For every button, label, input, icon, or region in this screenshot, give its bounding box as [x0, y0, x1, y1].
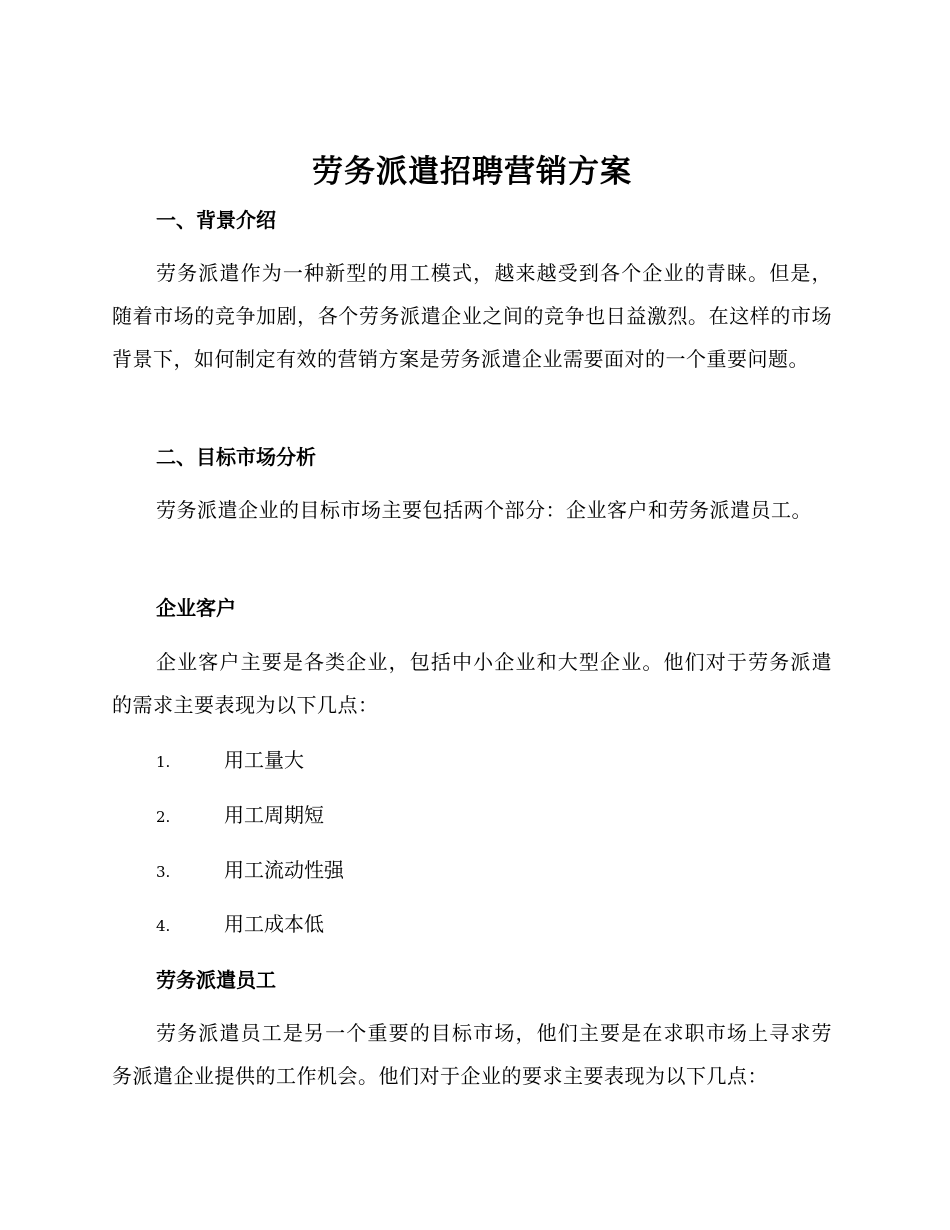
list-item-number: 3.	[156, 863, 171, 881]
list-item-text: 用工流动性强	[224, 858, 344, 882]
list-item-text: 用工量大	[224, 748, 304, 772]
list-item-number: 2.	[156, 808, 171, 826]
document-title: 劳务派遣招聘营销方案	[312, 154, 632, 190]
section-heading-background: 一、背景介绍	[156, 208, 276, 232]
paragraph-background: 劳务派遣作为一种新型的用工模式，越来越受到各个企业的青睐。但是，随着市场的竞争加剧，各个劳务派遣企业之间的竞争也日益激烈。在这样的市场背景下，如何制定有效的营销方案是劳务派遣企业需要面对的一个重要问题。	[112, 261, 832, 371]
subheading-dispatch-employees: 劳务派遣员工	[156, 968, 276, 992]
list-item-text: 用工周期短	[224, 803, 324, 827]
list-item	[156, 910, 324, 938]
list-item-text: 用工成本低	[224, 912, 324, 936]
list-item	[156, 801, 324, 829]
paragraph-market-analysis: 劳务派遣企业的目标市场主要包括两个部分：企业客户和劳务派遣员工。	[156, 498, 812, 522]
paragraph-dispatch-employees: 劳务派遣员工是另一个重要的目标市场，他们主要是在求职市场上寻求劳务派遣企业提供的工作机会。他们对于企业的要求主要表现为以下几点：	[112, 1021, 832, 1088]
list-item	[156, 856, 344, 884]
section-heading-market-analysis: 二、目标市场分析	[156, 445, 316, 469]
list-item-number: 1.	[156, 753, 171, 771]
list-item	[156, 746, 304, 774]
list-item-number: 4.	[156, 917, 171, 935]
subheading-enterprise-clients: 企业客户	[156, 596, 236, 620]
paragraph-enterprise-clients: 企业客户主要是各类企业，包括中小企业和大型企业。他们对于劳务派遣的需求主要表现为以下几点：	[112, 650, 832, 717]
